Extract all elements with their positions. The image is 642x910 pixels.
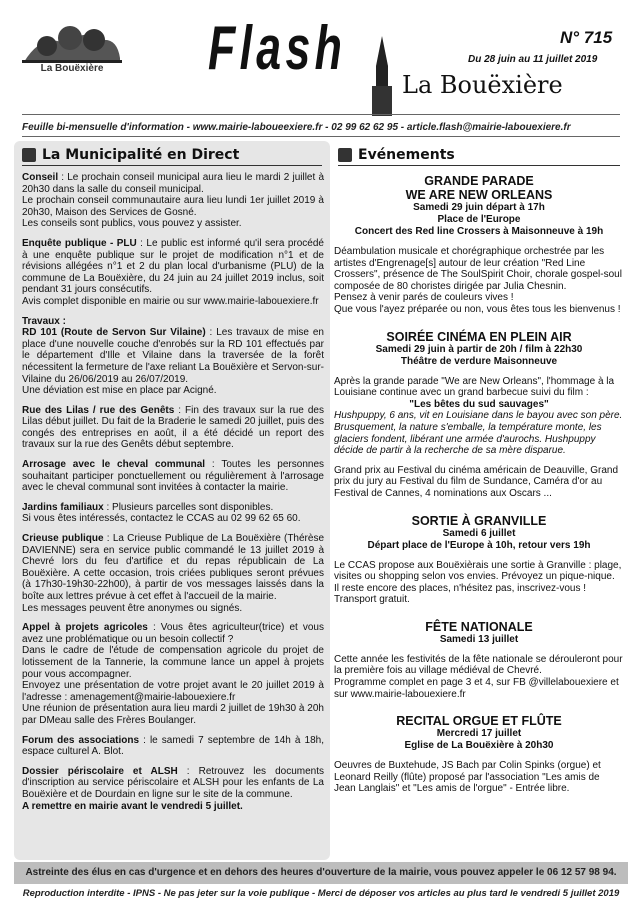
event-description	[330, 376, 628, 457]
event-text: Déambulation musicale et chorégraphique orchestrée par les artistes d'Engrenage[s] autour de leur création "Red Line Crossers", présence de The SoulSpirit Choir, chorale gospel-soul composée de 80 choristes dirigée par Julia Chesnin.	[334, 246, 622, 292]
event-granville	[330, 514, 628, 606]
event-text: Programme complet en page 3 et 4, sur FB @villelabouexiere et sur www.mairie-labouexiere.fr	[334, 677, 619, 700]
event-title: WE ARE NEW ORLEANS	[405, 188, 553, 202]
item-text: : Fin des travaux sur la rue des Lilas début juillet. Du fait de la Braderie le samedi 20 juillet, puis des congés des entreprises en août, il a été décidé un report des travaux sur la rue des Genêts début septembre.	[22, 404, 324, 451]
trees-logo-icon	[22, 22, 122, 66]
item-lilas	[22, 405, 324, 451]
item-periscolaire	[22, 766, 324, 812]
item-text: : Toutes les personnes souhaitant participer ponctuellement ou régulièrement à l'arrosage avec le cheval communal sont invitées à contacter la mairie.	[22, 459, 324, 494]
item-text: : Le public est informé qu'il sera procédé à une enquête publique sur le projet de modification n°1 et de révisions allégées n°1 et 2 du plan local d'urbanisme (PLU) de la commune de La Bouëxière, du 24 juin au 24 juillet 2019 inclus, soit pendant 31 jours consécutifs.	[22, 237, 324, 296]
event-text: Hushpuppy, 6 ans, vit en Louisiane dans le bayou avec son père. Brusquement, la nature s'emballe, la température monte, les glaciers fondent, libérant une armée d'aurochs. Hushpuppy décide de partir à la recherche de sa mère disparue.	[334, 410, 623, 457]
film-title: "Les bêtes du sud sauvages"	[409, 398, 549, 410]
item-label: Conseil	[22, 172, 59, 183]
event-text: Il reste encore des places, n'hésitez pas, inscrivez-vous !	[334, 582, 587, 594]
item-text: Dans le cadre de l'étude de compensation agricole du projet de lotissement de la Tannerie, la commune lance un appel à projets pour vous accompagner.	[22, 645, 324, 680]
divider	[22, 114, 620, 115]
event-title: GRANDE PARADE	[424, 174, 534, 188]
section-title: Evénements	[358, 147, 455, 163]
item-agricoles	[22, 622, 324, 726]
event-description	[330, 246, 628, 316]
event-date: Samedi 13 juillet	[439, 633, 519, 645]
event-place: Place de l'Europe	[437, 214, 521, 225]
logo-town-name: La Bouëxière	[40, 63, 104, 74]
event-place: Départ place de l'Europe à 10h, retour vers 19h	[367, 539, 591, 551]
event-recital	[330, 714, 628, 795]
evenements-column	[330, 141, 628, 795]
event-text: Cette année les festivités de la fête nationale se dérouleront pour la première fois au village médiéval de Chevré.	[334, 653, 623, 677]
section-heading	[22, 147, 322, 166]
item-label: Dossier périscolaire et ALSH	[22, 765, 178, 777]
masthead-flash: Flash	[208, 14, 347, 83]
masthead-town: La Bouëxière	[402, 71, 563, 99]
item-text: Avis complet disponible en mairie ou sur www.mairie-labouexiere.fr	[22, 295, 319, 307]
item-arrosage	[22, 459, 324, 494]
divider	[22, 136, 620, 137]
section-title: La Municipalité en Direct	[42, 147, 240, 163]
town-hall-icon	[22, 148, 36, 162]
municipalite-column	[14, 141, 330, 860]
event-info: Concert des Red line Crossers à Maisonneuve à 19h	[354, 226, 604, 237]
item-text: : Retrouvez les documents d'inscription au service périscolaire et ALSH pour les enfants de La Bouëxière et de Dourdain en ligne sur le site de la commune.	[22, 765, 324, 800]
event-fete-nationale	[330, 620, 628, 700]
item-label: Enquête publique - PLU	[22, 237, 137, 249]
item-label: Crieuse publique	[22, 533, 104, 545]
event-text: Transport gratuit.	[334, 594, 410, 606]
event-title: SORTIE À GRANVILLE	[411, 513, 547, 528]
subheader-contact: Feuille bi-mensuelle d'information - www.mairie-laboueexiere.fr - 02 99 62 62 95 - article.flash@mairie-labouexiere.fr	[22, 122, 571, 133]
item-text: Une déviation est mise en place par Acigné.	[22, 385, 217, 397]
item-text: A remettre en mairie avant le vendredi 5 juillet.	[22, 800, 243, 812]
item-text: Envoyez une présentation de votre projet avant le 20 juillet 2019 à l'adresse : amenagement@mairie-labouexiere.fr	[22, 680, 324, 703]
item-text: : Plusieurs parcelles sont disponibles.	[103, 501, 274, 513]
item-plu	[22, 238, 324, 308]
event-description: Oeuvres de Buxtehude, JS Bach par Colin Spinks (orgue) et Leonard Reilly (flûte) proposé par l'association "Les amis de Jean Langlais" et "Les amis de l'orgue" - Entrée libre.	[334, 760, 601, 795]
issue-number: N° 715	[560, 28, 613, 47]
section-heading	[338, 147, 620, 166]
item-text: : le samedi 7 septembre de 14h à 18h, espace culturel A. Blot.	[22, 734, 324, 758]
event-description	[330, 560, 628, 606]
item-conseil	[22, 172, 324, 230]
event-date: Samedi 29 juin départ à 17h	[413, 202, 545, 213]
item-text: : La Crieuse Publique de La Bouëxière (Thérèse DAVIENNE) sera en service public commandé le 13 juillet 2019 à Chevré lors du feu d'artifice et du repas républicain de La Bouëxière. A cette occasion, trois criées publiques seront prévues (à 17h30-19h30-22h00), à partir de vos messages laissés dans la boîte aux lettres prévue à cet effet à l'accueil de la mairie.	[22, 533, 324, 602]
item-jardins	[22, 502, 324, 525]
event-text: Le CCAS propose aux Bouëxièrais une sortie à Granville : plage, visites ou shopping selon vos envies. Prévoyez un pique-nique.	[334, 559, 622, 583]
event-place: Théâtre de verdure Maisonneuve	[400, 355, 558, 367]
item-text: Le prochain conseil communautaire aura lieu lundi 1er juillet 2019 à 20h30, Maison des Services de Gosné.	[22, 195, 324, 218]
item-text: Les conseils sont publics, vous pouvez y assister.	[22, 218, 242, 230]
event-title: RECITAL ORGUE ET FLÛTE	[396, 714, 562, 729]
item-text: Les messages peuvent être anonymes ou signés.	[22, 602, 243, 614]
item-label: Rue des Lilas / rue des Genêts	[22, 404, 175, 416]
item-text: Si vous êtes intéressés, contactez le CCAS au 02 99 62 65 60.	[22, 513, 301, 525]
item-crieuse	[22, 533, 324, 614]
event-cinema	[330, 330, 628, 500]
event-text: Après la grande parade "We are New Orleans", l'hommage à la Louisiane continue avec un grand barbecue suivi du film :	[334, 375, 615, 399]
event-text: Que vous l'ayez préparée ou non, vous êtes tous les bienvenus !	[334, 303, 621, 315]
event-date: Samedi 29 juin à partir de 20h / film à 22h30	[375, 343, 583, 355]
event-text: Pensez à venir parés de couleurs vives !	[334, 292, 514, 304]
event-title: FÊTE NATIONALE	[425, 619, 533, 634]
event-icon	[338, 148, 352, 162]
footer-note: Reproduction interdite - IPNS - Ne pas jeter sur la voie publique - Merci de déposer vos articles au plus tard le vendredi 5 juillet 2019	[22, 888, 620, 899]
event-parade	[330, 174, 628, 316]
item-forum	[22, 735, 324, 758]
item-sublabel: RD 101 (Route de Servon Sur Vilaine)	[22, 327, 206, 339]
astreinte-bar: Astreinte des élus en cas d'urgence et en dehors des heures d'ouverture de la mairie, vous pouvez appeler le 06 12 57 98 94.	[14, 862, 628, 884]
item-travaux	[22, 316, 324, 397]
item-text: Une réunion de présentation aura lieu mardi 2 juillet de 19h30 à 20h par DMeau salle des Frères Boulanger.	[22, 703, 324, 726]
event-title: SOIRÉE CINÉMA EN PLEIN AIR	[386, 329, 572, 344]
item-label: Jardins familiaux	[22, 501, 104, 513]
item-label: Appel à projets agricoles	[22, 622, 148, 634]
event-description: Grand prix au Festival du cinéma américain de Deauville, Grand prix du jury au Festival du film de Sundance, Caméra d'or au Festival de Cannes, 4 nominations aux Oscars ...	[334, 464, 619, 499]
event-date: Samedi 6 juillet	[442, 527, 516, 539]
issue-dates: Du 28 juin au 11 juillet 2019	[468, 54, 598, 65]
item-text: : Les travaux de mise en place d'une nouvelle couche d'enrobés sur la RD 101 effectués par le département d'Ille et Vilaine dans la traversée de la forêt nécessitent la fermeture de l'axe reliant La Bouëxière et Servon-sur-Vilaine du 26/06/2019 au 26/07/2019.	[22, 327, 324, 385]
event-description	[330, 654, 628, 700]
item-text: : Vous êtes agriculteur(trice) et vous avez une problématique ou un besoin collectif ?	[22, 622, 324, 645]
event-date: Mercredi 17 juillet	[436, 728, 522, 740]
item-label: Travaux :	[22, 315, 66, 327]
event-place: Eglise de La Bouëxière à 20h30	[404, 740, 554, 752]
item-label: Forum des associations	[22, 734, 140, 746]
church-tower-icon	[364, 36, 400, 116]
item-label: Arrosage avec le cheval communal	[22, 459, 206, 471]
item-text: : Le prochain conseil municipal aura lieu le mardi 2 juillet à 20h30 dans la salle du conseil municipal.	[22, 172, 324, 195]
